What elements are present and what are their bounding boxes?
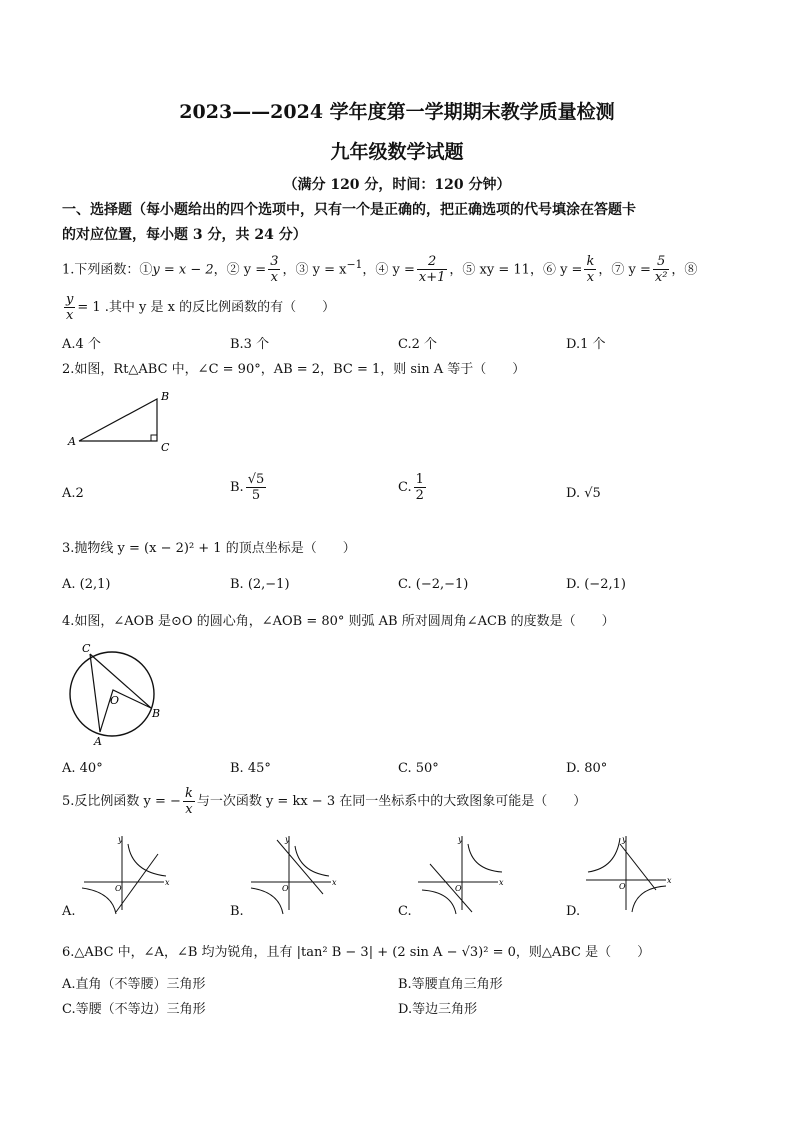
hyperbola-branch-1: [588, 838, 620, 872]
question-5-stem: [62, 786, 586, 818]
q4-option-c[interactable]: C. 50°: [398, 761, 439, 776]
denominator: x: [66, 308, 74, 323]
q6-option-a[interactable]: A.直角（不等腰）三角形: [62, 977, 206, 992]
label-b: B: [161, 390, 170, 403]
label-a: A: [68, 435, 76, 448]
x-label: x: [332, 878, 337, 887]
q4-option-b[interactable]: B. 45°: [230, 761, 271, 776]
q1-option-b[interactable]: B.3 个: [230, 337, 270, 352]
exam-note: （满分 120 分，时间：120 分钟）: [283, 177, 511, 193]
q5-graph-d: [584, 832, 674, 916]
q3-option-c[interactable]: C. (−2,−1): [398, 577, 469, 592]
q2-option-b[interactable]: [230, 472, 268, 503]
label-c: C: [161, 441, 170, 454]
q5-option-d[interactable]: D.: [566, 904, 581, 919]
numerator: k: [184, 786, 193, 801]
numerator: y: [66, 292, 74, 307]
q2-right-triangle-figure: [62, 385, 182, 455]
q1-func-2-lead: ，② y =: [213, 262, 267, 278]
q6-option-d[interactable]: D.等边三角形: [398, 1002, 478, 1017]
denominator: x²: [654, 270, 668, 286]
hyperbola-branch-2: [82, 888, 116, 914]
q5-stem-lead: 5.反比例函数 y = −: [62, 794, 181, 809]
denominator: 5: [251, 488, 261, 503]
q5-stem-tail: 与一次函数 y = kx − 3 在同一坐标系中的大致图象可能是（ ）: [196, 794, 587, 809]
origin-label: O: [619, 882, 626, 891]
q2-option-a[interactable]: A.2: [62, 486, 84, 501]
q2-option-b-fraction: [246, 472, 267, 503]
q1-func-7-fraction: [653, 254, 670, 285]
question-6-stem: 6.△ABC 中，∠A，∠B 均为锐角，且有 |tan² B − 3| + (2 sin A − √3)² = 0，则△ABC 是（ ）: [62, 945, 651, 960]
origin-label: O: [282, 884, 289, 893]
y-label: y: [285, 835, 290, 844]
q1-func-6-lead: ，⑥ y =: [529, 262, 583, 278]
question-1-stem: [62, 249, 697, 286]
q2-option-b-letter: B.: [230, 480, 244, 495]
numerator: 3: [270, 254, 279, 270]
q2-option-c-fraction: [414, 472, 426, 503]
q5-graph-b: [249, 832, 339, 916]
denominator: 2: [415, 488, 424, 503]
q1-func-8-lead: ，⑧: [671, 262, 698, 278]
q3-option-a[interactable]: A. (2,1): [62, 577, 111, 592]
q6-option-c[interactable]: C.等腰（不等边）三角形: [62, 1002, 206, 1017]
exam-subtitle: 九年级数学试题: [330, 141, 464, 163]
q1-func-8-fraction: [64, 292, 75, 323]
q1-option-d[interactable]: D.1 个: [566, 337, 606, 352]
q1-func-7-lead: ，⑦ y =: [598, 262, 651, 278]
x-label: x: [165, 878, 170, 887]
y-label: y: [622, 835, 627, 844]
section-heading-line2: 的对应位置，每小题 3 分，共 24 分）: [62, 227, 307, 243]
section-heading-line1: 一、选择题（每小题给出的四个选项中，只有一个是正确的，把正确选项的代号填涂在答题卡: [62, 202, 636, 218]
linear-line: [430, 864, 472, 912]
q2-option-c[interactable]: [398, 472, 428, 503]
x-label: x: [499, 878, 504, 887]
q5-option-a[interactable]: A.: [62, 904, 76, 919]
y-label: y: [458, 835, 463, 844]
q1-func-6-fraction: [584, 254, 596, 285]
numerator: √5: [247, 472, 265, 487]
q1-func-5: ，⑤ xy = 11: [449, 262, 530, 278]
label-c: C: [82, 642, 91, 655]
q1-func-4-lead: ，④ y =: [362, 262, 415, 278]
q5-graph-c: [416, 832, 506, 916]
numerator: k: [586, 254, 595, 270]
q5-graph-a: [82, 832, 172, 916]
hyperbola-branch-1: [468, 844, 502, 872]
numerator: 1: [415, 472, 424, 487]
hyperbola-branch-1: [128, 844, 166, 876]
right-angle-mark: [151, 435, 157, 441]
q3-option-b[interactable]: B. (2,−1): [230, 577, 290, 592]
q5-option-c[interactable]: C.: [398, 904, 412, 919]
triangle-outline: [79, 399, 157, 441]
q2-option-d[interactable]: D. √5: [566, 486, 601, 501]
denominator: x: [586, 270, 595, 286]
q1-func-3: ，③ y = x: [282, 262, 347, 278]
hyperbola-branch-2: [632, 886, 666, 912]
label-a: A: [94, 735, 102, 748]
label-o: O: [110, 694, 120, 707]
x-label: x: [667, 876, 672, 885]
q1-func-4-fraction: [417, 254, 448, 285]
question-3-stem: 3.抛物线 y = (x − 2)² + 1 的顶点坐标是（ ）: [62, 541, 356, 556]
q3-option-d[interactable]: D. (−2,1): [566, 577, 626, 592]
q4-option-d[interactable]: D. 80°: [566, 761, 608, 776]
q4-circle-figure: [62, 638, 172, 750]
q1-prefix: 1.下列函数：①: [62, 262, 153, 278]
numerator: 5: [653, 254, 670, 270]
q5-stem-fraction: [183, 786, 195, 817]
exam-title: 2023——2024 学年度第一学期期末教学质量检测: [179, 101, 615, 123]
q4-option-a[interactable]: A. 40°: [62, 761, 103, 776]
y-label: y: [118, 835, 123, 844]
q1-func-3-exponent: −1: [346, 258, 363, 271]
q6-option-b[interactable]: B.等腰直角三角形: [398, 977, 503, 992]
inscribed-lines: [90, 654, 151, 732]
q5-option-b[interactable]: B.: [230, 904, 244, 919]
denominator: x: [185, 802, 193, 817]
hyperbola-branch-2: [251, 888, 283, 914]
numerator: 2: [417, 254, 448, 270]
q1-func-1: y = x − 2: [152, 262, 214, 278]
q1-option-a[interactable]: A.4 个: [62, 337, 101, 352]
denominator: x+1: [418, 270, 446, 286]
question-2-stem: 2.如图，Rt△ABC 中，∠C = 90°，AB = 2，BC = 1，则 sin A 等于（ ）: [62, 362, 526, 377]
q1-tail: = 1 .其中 y 是 x 的反比例函数的有（ ）: [77, 300, 336, 315]
label-b: B: [152, 707, 161, 720]
denominator: x: [270, 270, 278, 286]
q1-func-2-fraction: [268, 254, 280, 285]
origin-label: O: [455, 884, 462, 893]
hyperbola-branch-1: [295, 846, 329, 876]
question-4-stem: 4.如图，∠AOB 是⊙O 的圆心角，∠AOB = 80° 则弧 AB 所对圆周角∠ACB 的度数是（ ）: [62, 614, 615, 629]
q2-option-c-letter: C.: [398, 480, 412, 495]
origin-label: O: [115, 884, 122, 893]
hyperbola-branch-2: [422, 890, 456, 914]
q1-option-c[interactable]: C.2 个: [398, 337, 438, 352]
question-1-stem-cont: [62, 292, 335, 324]
